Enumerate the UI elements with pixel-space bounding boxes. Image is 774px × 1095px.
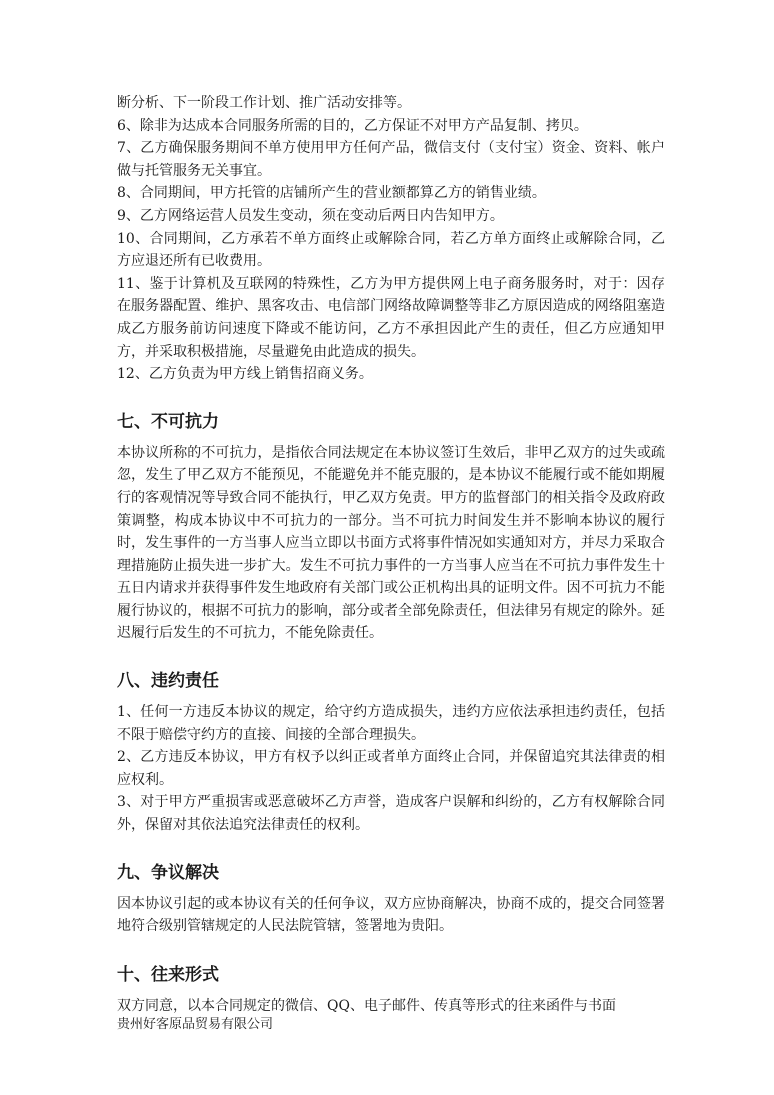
clause-12: 12、乙方负责为甲方线上销售招商义务。 <box>117 366 373 383</box>
document-page <box>117 92 665 1017</box>
clause-9: 9、乙方网络运营人员发生变动，须在变动后两日内告知甲方。 <box>117 207 504 224</box>
footer-company: 贵州好客原品贸易有限公司 <box>117 1017 274 1032</box>
clause-8: 8、合同期间，甲方托管的店铺所产生的营业额都算乙方的销售业绩。 <box>117 185 546 202</box>
clause-7: 7、乙方确保服务期间不单方使用甲方任何产品，微信支付（支付宝）资金、资料、帐户做与托管服务无关事宜。 <box>117 140 665 179</box>
section9-body: 因本协议引起的或本协议有关的任何争议，双方应协商解决，协商不成的，提交合同签署地符合级别管辖规定的人民法院管辖，签署地为贵阳。 <box>117 895 665 935</box>
section10-body: 双方同意，以本合同规定的微信、QQ、电子邮件、传真等形式的往来函件与书面 <box>117 997 616 1014</box>
breach-clause-2: 2、乙方违反本协议，甲方有权予以纠正或者单方面终止合同，并保留追究其法律责的相应权利。 <box>117 749 665 788</box>
clause-10: 10、合同期间，乙方承若不单方面终止或解除合同，若乙方单方面终止或解除合同，乙方应退还所有已收费用。 <box>117 230 665 270</box>
section7-body: 本协议所称的不可抗力，是指依合同法规定在本协议签订生效后，非甲乙双方的过失或疏忽，发生了甲乙双方不能预见，不能避免并不能克服的，是本协议不能履行或不能如期履行的客观情况等导致合同不能执行，甲乙双方免责。甲方的监督部门的相关指令及政府政策调整，构成本协议中不可抗力的一部分。当不可抗力时间发生并不影响本协议的履行时，发生事件的一方当事人应当立即以书面方式将事件情况如实通知对方，并尽力采取合理措施防止损失进一步扩大。发生不可抗力事件的一方当事人应当在不可抗力事件发生十五日内请求并获得事件发生地政府有关部门或公正机构出具的证明文件。因不可抗力不能履行协议的，根据不可抗力的影响，部分或者全部免除责任，但法律另有规定的除外。延迟履行后发生的不可抗力，不能免除责任。 <box>117 444 665 642</box>
breach-clause-1: 1、任何一方违反本协议的规定，给守约方造成损失，违约方应依法承担违约责任，包括不限于赔偿守约方的直接、间接的全部合理损失。 <box>117 704 665 743</box>
clause-11: 11、鉴于计算机及互联网的特殊性，乙方为甲方提供网上电子商务服务时，对于：因存在服务器配置、维护、黑客攻击、电信部门网络故障调整等非乙方原因造成的网络阻塞造成乙方服务前访问速度下降或不能访问，乙方不承担因此产生的责任，但乙方应通知甲方，并采取积极措施，尽量避免由此造成的损失。 <box>117 275 665 360</box>
section6-lead: 断分析、下一阶段工作计划、推广活动安排等。 <box>117 95 411 111</box>
section7-heading: 七、不可抗力 <box>117 411 219 432</box>
clause-6: 6、除非为达成本合同服务所需的目的，乙方保证不对甲方产品复制、拷贝。 <box>117 117 588 134</box>
section9-heading: 九、争议解决 <box>117 862 219 883</box>
section8-heading: 八、违约责任 <box>117 671 219 692</box>
section10-heading: 十、往来形式 <box>117 964 219 985</box>
breach-clause-3: 3、对于甲方严重损害或恶意破坏乙方声誉，造成客户误解和纠纷的，乙方有权解除合同外，保留对其依法追究法律责任的权利。 <box>117 794 665 834</box>
